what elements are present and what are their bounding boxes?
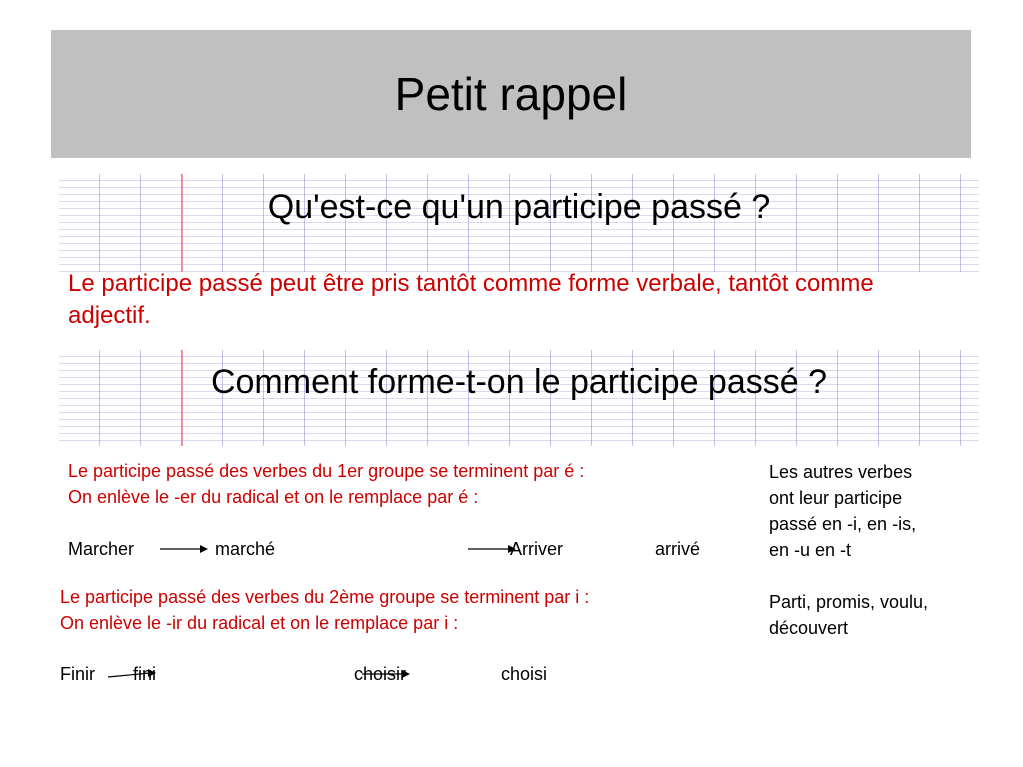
example-arrive: arrivé bbox=[655, 539, 701, 559]
group1-rule bbox=[68, 458, 768, 510]
arrow-icon bbox=[468, 543, 516, 555]
definition-text: Le participe passé peut être pris tantôt comme forme verbale, tantôt comme adjectif. bbox=[68, 270, 874, 329]
group1-line2: On enlève le -er du radical et on le remplace par é : bbox=[68, 487, 479, 507]
others-line1: Les autres verbes bbox=[769, 462, 913, 482]
example-finir: Finir bbox=[60, 664, 95, 684]
others-line4: en -u en -t bbox=[769, 540, 852, 560]
slide-title: Petit rappel bbox=[394, 68, 628, 120]
example-marcher: Marcher bbox=[68, 539, 135, 559]
example-choisir: choisir bbox=[354, 664, 407, 684]
group2-line2: On enlève le -ir du radical et on le remplace par i : bbox=[60, 613, 459, 633]
group1-line1: Le participe passé des verbes du 1er groupe se terminent par é : bbox=[68, 461, 585, 481]
example-choisi: choisi bbox=[501, 664, 548, 684]
group2-rule bbox=[60, 584, 760, 636]
others-examples-line2: découvert bbox=[769, 618, 849, 638]
others-line3: passé en -i, en -is, bbox=[769, 514, 917, 534]
others-line2: ont leur participe bbox=[769, 488, 903, 508]
example-arriver: Arriver bbox=[510, 539, 563, 559]
title-bar bbox=[51, 30, 971, 158]
section2-heading: Comment forme-t-on le participe passé ? bbox=[210, 363, 828, 401]
other-verbs-note bbox=[769, 459, 989, 641]
others-examples-line1: Parti, promis, voulu, bbox=[769, 592, 929, 612]
section1-heading: Qu'est-ce qu'un participe passé ? bbox=[267, 188, 771, 226]
arrow-icon bbox=[160, 543, 208, 555]
example-marche: marché bbox=[215, 539, 276, 559]
example-fini: fini bbox=[133, 664, 157, 684]
group2-line1: Le participe passé des verbes du 2ème groupe se terminent par i : bbox=[60, 587, 590, 607]
